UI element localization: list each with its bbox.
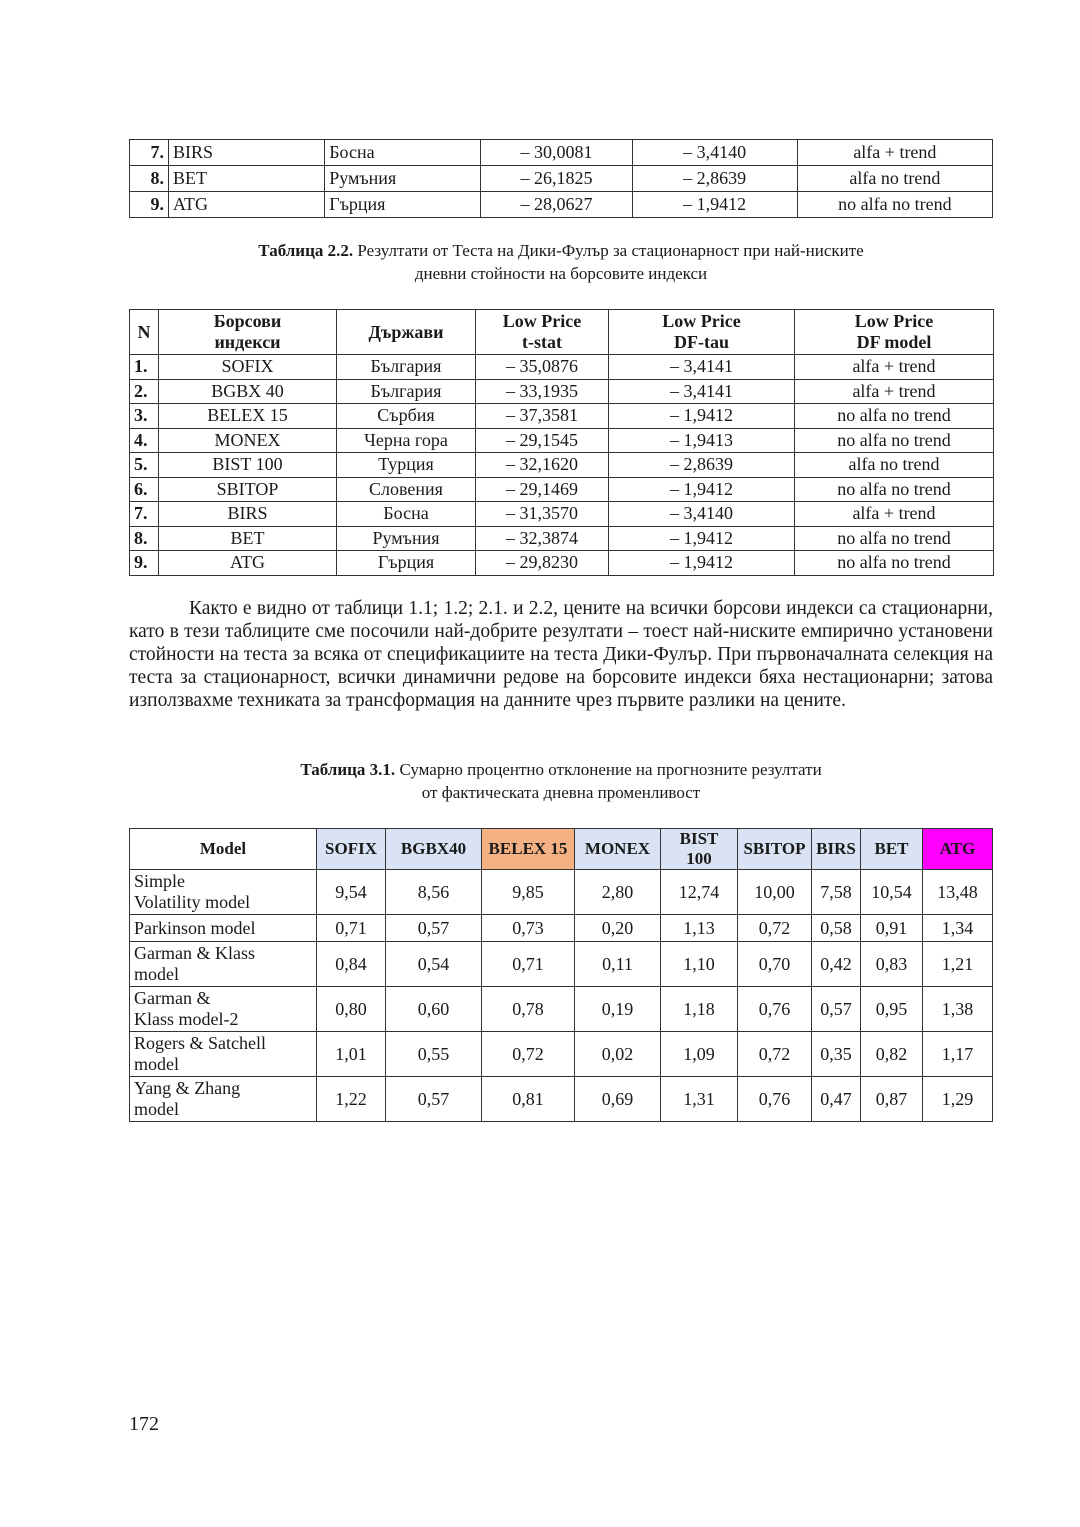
body-paragraph: Както е видно от таблици 1.1; 1.2; 2.1. и 2.2, цените на всички борсови индекси са стационарни, като в тези таблиците сме посочили най-добрите резултати – тоест най-ниските емпирично установени стойности на теста за всяка от спецификациите на теста Дики-Фулър. При първоначалната селекция на теста за стационарност, всички динамични редове на борсовите индекси бяха нестационарни; затова използвахме техниката за трансформация на данните чрез първите разлики на цените. bbox=[129, 598, 993, 711]
caption-text: Сумарно процентно отклонение на прогнозните резултати bbox=[395, 760, 822, 779]
tstat-cell: – 29,1469 bbox=[476, 477, 609, 502]
dftau-cell: – 3,4140 bbox=[632, 140, 797, 166]
table-row bbox=[130, 526, 994, 551]
row-number: 3. bbox=[130, 404, 159, 429]
value-cell: 1,31 bbox=[661, 1077, 738, 1122]
row-number: 6. bbox=[130, 477, 159, 502]
header-dftau bbox=[609, 310, 795, 355]
table-3-1-caption bbox=[129, 758, 993, 804]
table-row bbox=[130, 942, 993, 987]
table-row bbox=[130, 1032, 993, 1077]
header-country: Държави bbox=[337, 310, 476, 355]
header-bet: BET bbox=[861, 829, 923, 870]
table-2-2-caption bbox=[129, 239, 993, 285]
value-cell: 0,84 bbox=[317, 942, 386, 987]
header-line: Low Price bbox=[854, 311, 934, 331]
index-cell: SOFIX bbox=[159, 355, 337, 380]
table-row bbox=[130, 379, 994, 404]
value-cell: 0,19 bbox=[575, 987, 661, 1032]
country-cell: България bbox=[337, 379, 476, 404]
value-cell: 0,73 bbox=[482, 915, 575, 942]
index-cell: BET bbox=[159, 526, 337, 551]
row-number: 8. bbox=[130, 166, 169, 192]
dftau-cell: – 1,9412 bbox=[632, 192, 797, 218]
caption-line-1 bbox=[129, 239, 993, 262]
table-3-1 bbox=[129, 828, 993, 1122]
header-birs: BIRS bbox=[812, 829, 861, 870]
value-cell: 7,58 bbox=[812, 870, 861, 915]
value-cell: 1,18 bbox=[661, 987, 738, 1032]
header-index bbox=[159, 310, 337, 355]
value-cell: 9,54 bbox=[317, 870, 386, 915]
table-1-2-continuation bbox=[129, 139, 993, 218]
value-cell: 0,71 bbox=[482, 942, 575, 987]
caption-line-2: дневни стойности на борсовите индекси bbox=[414, 264, 708, 283]
country-cell: Гърция bbox=[325, 192, 481, 218]
row-number: 9. bbox=[130, 192, 169, 218]
row-number: 9. bbox=[130, 551, 159, 576]
header-bgbx40: BGBX40 bbox=[386, 829, 482, 870]
tstat-cell: – 31,3570 bbox=[476, 502, 609, 527]
model-name-line: Simple bbox=[134, 871, 186, 891]
row-number: 2. bbox=[130, 379, 159, 404]
country-cell: Словения bbox=[337, 477, 476, 502]
value-cell: 0,35 bbox=[812, 1032, 861, 1077]
caption-label: Таблица 2.2. bbox=[258, 241, 354, 260]
dftau-cell: – 1,9413 bbox=[609, 428, 795, 453]
value-cell: 12,74 bbox=[661, 870, 738, 915]
header-line: DF model bbox=[856, 332, 932, 352]
value-cell: 0,87 bbox=[861, 1077, 923, 1122]
model-cell: alfa no trend bbox=[795, 453, 994, 478]
country-cell: Босна bbox=[325, 140, 481, 166]
model-name-line: Klass model-2 bbox=[134, 1009, 239, 1029]
model-name-cell bbox=[130, 1077, 317, 1122]
row-number: 7. bbox=[130, 502, 159, 527]
value-cell: 0,60 bbox=[386, 987, 482, 1032]
index-cell: BGBX 40 bbox=[159, 379, 337, 404]
dftau-cell: – 3,4141 bbox=[609, 379, 795, 404]
value-cell: 1,10 bbox=[661, 942, 738, 987]
value-cell: 0,71 bbox=[317, 915, 386, 942]
header-line: DF-tau bbox=[674, 332, 729, 352]
table-row bbox=[130, 355, 994, 380]
tstat-cell: – 30,0081 bbox=[481, 140, 632, 166]
value-cell: 0,47 bbox=[812, 1077, 861, 1122]
tstat-cell: – 28,0627 bbox=[481, 192, 632, 218]
country-cell: Турция bbox=[337, 453, 476, 478]
dftau-cell: – 1,9412 bbox=[609, 551, 795, 576]
table-2-2 bbox=[129, 309, 994, 576]
value-cell: 0,76 bbox=[738, 1077, 812, 1122]
table-header-row bbox=[130, 829, 993, 870]
value-cell: 1,01 bbox=[317, 1032, 386, 1077]
value-cell: 0,11 bbox=[575, 942, 661, 987]
table-row bbox=[130, 166, 993, 192]
page-number: 172 bbox=[129, 1413, 159, 1435]
value-cell: 1,13 bbox=[661, 915, 738, 942]
value-cell: 0,58 bbox=[812, 915, 861, 942]
model-name-line: model bbox=[134, 1054, 179, 1074]
header-tstat bbox=[476, 310, 609, 355]
index-cell: BIRS bbox=[169, 140, 325, 166]
index-cell: SBITOP bbox=[159, 477, 337, 502]
model-cell: alfa + trend bbox=[795, 355, 994, 380]
value-cell: 0,83 bbox=[861, 942, 923, 987]
country-cell: Сърбия bbox=[337, 404, 476, 429]
model-name-cell bbox=[130, 870, 317, 915]
value-cell: 1,22 bbox=[317, 1077, 386, 1122]
index-cell: BIRS bbox=[159, 502, 337, 527]
table-row bbox=[130, 453, 994, 478]
index-cell: ATG bbox=[159, 551, 337, 576]
model-name-line: Yang & Zhang bbox=[134, 1078, 241, 1098]
value-cell: 0,72 bbox=[738, 1032, 812, 1077]
header-bist100: BIST 100 bbox=[661, 829, 738, 870]
country-cell: Румъния bbox=[337, 526, 476, 551]
dftau-cell: – 2,8639 bbox=[632, 166, 797, 192]
value-cell: 0,72 bbox=[482, 1032, 575, 1077]
value-cell: 0,57 bbox=[812, 987, 861, 1032]
caption-line-1 bbox=[129, 758, 993, 781]
value-cell: 0,80 bbox=[317, 987, 386, 1032]
value-cell: 0,54 bbox=[386, 942, 482, 987]
value-cell: 0,20 bbox=[575, 915, 661, 942]
model-cell: alfa + trend bbox=[797, 140, 992, 166]
header-sbitop: SBITOP bbox=[738, 829, 812, 870]
tstat-cell: – 26,1825 bbox=[481, 166, 632, 192]
table-row bbox=[130, 915, 993, 942]
country-cell: Румъния bbox=[325, 166, 481, 192]
tstat-cell: – 35,0876 bbox=[476, 355, 609, 380]
model-name-line: Garman & bbox=[134, 988, 211, 1008]
value-cell: 1,34 bbox=[923, 915, 993, 942]
dftau-cell: – 2,8639 bbox=[609, 453, 795, 478]
tstat-cell: – 29,8230 bbox=[476, 551, 609, 576]
tstat-cell: – 32,1620 bbox=[476, 453, 609, 478]
value-cell: 0,42 bbox=[812, 942, 861, 987]
value-cell: 13,48 bbox=[923, 870, 993, 915]
model-cell: no alfa no trend bbox=[795, 477, 994, 502]
model-cell: no alfa no trend bbox=[797, 192, 992, 218]
model-name-cell: Parkinson model bbox=[130, 915, 317, 942]
header-sofix: SOFIX bbox=[317, 829, 386, 870]
value-cell: 0,72 bbox=[738, 915, 812, 942]
header-monex: MONEX bbox=[575, 829, 661, 870]
value-cell: 1,21 bbox=[923, 942, 993, 987]
value-cell: 10,00 bbox=[738, 870, 812, 915]
model-name-cell bbox=[130, 1032, 317, 1077]
table-row bbox=[130, 502, 994, 527]
dftau-cell: – 1,9412 bbox=[609, 404, 795, 429]
index-cell: BIST 100 bbox=[159, 453, 337, 478]
value-cell: 9,85 bbox=[482, 870, 575, 915]
header-belex15: BELEX 15 bbox=[482, 829, 575, 870]
table-row bbox=[130, 428, 994, 453]
value-cell: 2,80 bbox=[575, 870, 661, 915]
tstat-cell: – 33,1935 bbox=[476, 379, 609, 404]
model-name-line: Rogers & Satchell bbox=[134, 1033, 266, 1053]
value-cell: 0,57 bbox=[386, 915, 482, 942]
value-cell: 0,55 bbox=[386, 1032, 482, 1077]
model-cell: no alfa no trend bbox=[795, 526, 994, 551]
model-cell: no alfa no trend bbox=[795, 551, 994, 576]
value-cell: 0,70 bbox=[738, 942, 812, 987]
value-cell: 0,69 bbox=[575, 1077, 661, 1122]
value-cell: 0,57 bbox=[386, 1077, 482, 1122]
value-cell: 8,56 bbox=[386, 870, 482, 915]
row-number: 7. bbox=[130, 140, 169, 166]
value-cell: 0,81 bbox=[482, 1077, 575, 1122]
value-cell: 1,29 bbox=[923, 1077, 993, 1122]
country-cell: България bbox=[337, 355, 476, 380]
tstat-cell: – 29,1545 bbox=[476, 428, 609, 453]
row-number: 4. bbox=[130, 428, 159, 453]
header-atg: ATG bbox=[923, 829, 993, 870]
table-row bbox=[130, 870, 993, 915]
value-cell: 0,91 bbox=[861, 915, 923, 942]
value-cell: 0,95 bbox=[861, 987, 923, 1032]
header-model: Model bbox=[130, 829, 317, 870]
country-cell: Босна bbox=[337, 502, 476, 527]
index-cell: BET bbox=[169, 166, 325, 192]
value-cell: 10,54 bbox=[861, 870, 923, 915]
table-row bbox=[130, 192, 993, 218]
table-row bbox=[130, 551, 994, 576]
value-cell: 1,17 bbox=[923, 1032, 993, 1077]
model-name-cell bbox=[130, 987, 317, 1032]
model-name-cell bbox=[130, 942, 317, 987]
dftau-cell: – 1,9412 bbox=[609, 477, 795, 502]
model-cell: no alfa no trend bbox=[795, 428, 994, 453]
model-cell: alfa + trend bbox=[795, 379, 994, 404]
row-number: 5. bbox=[130, 453, 159, 478]
header-model bbox=[795, 310, 994, 355]
header-n: N bbox=[130, 310, 159, 355]
country-cell: Черна гора bbox=[337, 428, 476, 453]
index-cell: MONEX bbox=[159, 428, 337, 453]
model-cell: alfa no trend bbox=[797, 166, 992, 192]
value-cell: 1,38 bbox=[923, 987, 993, 1032]
value-cell: 0,76 bbox=[738, 987, 812, 1032]
header-line: t-stat bbox=[522, 332, 562, 352]
country-cell: Гърция bbox=[337, 551, 476, 576]
tstat-cell: – 32,3874 bbox=[476, 526, 609, 551]
value-cell: 0,02 bbox=[575, 1032, 661, 1077]
index-cell: ATG bbox=[169, 192, 325, 218]
dftau-cell: – 1,9412 bbox=[609, 526, 795, 551]
header-line: индекси bbox=[214, 332, 281, 352]
value-cell: 0,78 bbox=[482, 987, 575, 1032]
header-line: Борсови bbox=[213, 311, 282, 331]
caption-text: Резултати от Теста на Дики-Фулър за стационарност при най-ниските bbox=[353, 241, 864, 260]
model-cell: alfa + trend bbox=[795, 502, 994, 527]
table-header-row bbox=[130, 310, 994, 355]
index-cell: BELEX 15 bbox=[159, 404, 337, 429]
model-name-line: model bbox=[134, 964, 179, 984]
row-number: 1. bbox=[130, 355, 159, 380]
table-row bbox=[130, 987, 993, 1032]
model-cell: no alfa no trend bbox=[795, 404, 994, 429]
model-name-line: Volatility model bbox=[134, 892, 251, 912]
header-line: Low Price bbox=[502, 311, 582, 331]
table-row bbox=[130, 1077, 993, 1122]
caption-line-2: от фактическата дневна променливост bbox=[421, 783, 701, 802]
value-cell: 1,09 bbox=[661, 1032, 738, 1077]
model-name-line: model bbox=[134, 1099, 179, 1119]
dftau-cell: – 3,4141 bbox=[609, 355, 795, 380]
table-row bbox=[130, 140, 993, 166]
table-row bbox=[130, 404, 994, 429]
table-row bbox=[130, 477, 994, 502]
model-name-line: Garman & Klass bbox=[134, 943, 255, 963]
caption-label: Таблица 3.1. bbox=[300, 760, 396, 779]
dftau-cell: – 3,4140 bbox=[609, 502, 795, 527]
header-line: Low Price bbox=[662, 311, 741, 331]
tstat-cell: – 37,3581 bbox=[476, 404, 609, 429]
row-number: 8. bbox=[130, 526, 159, 551]
value-cell: 0,82 bbox=[861, 1032, 923, 1077]
